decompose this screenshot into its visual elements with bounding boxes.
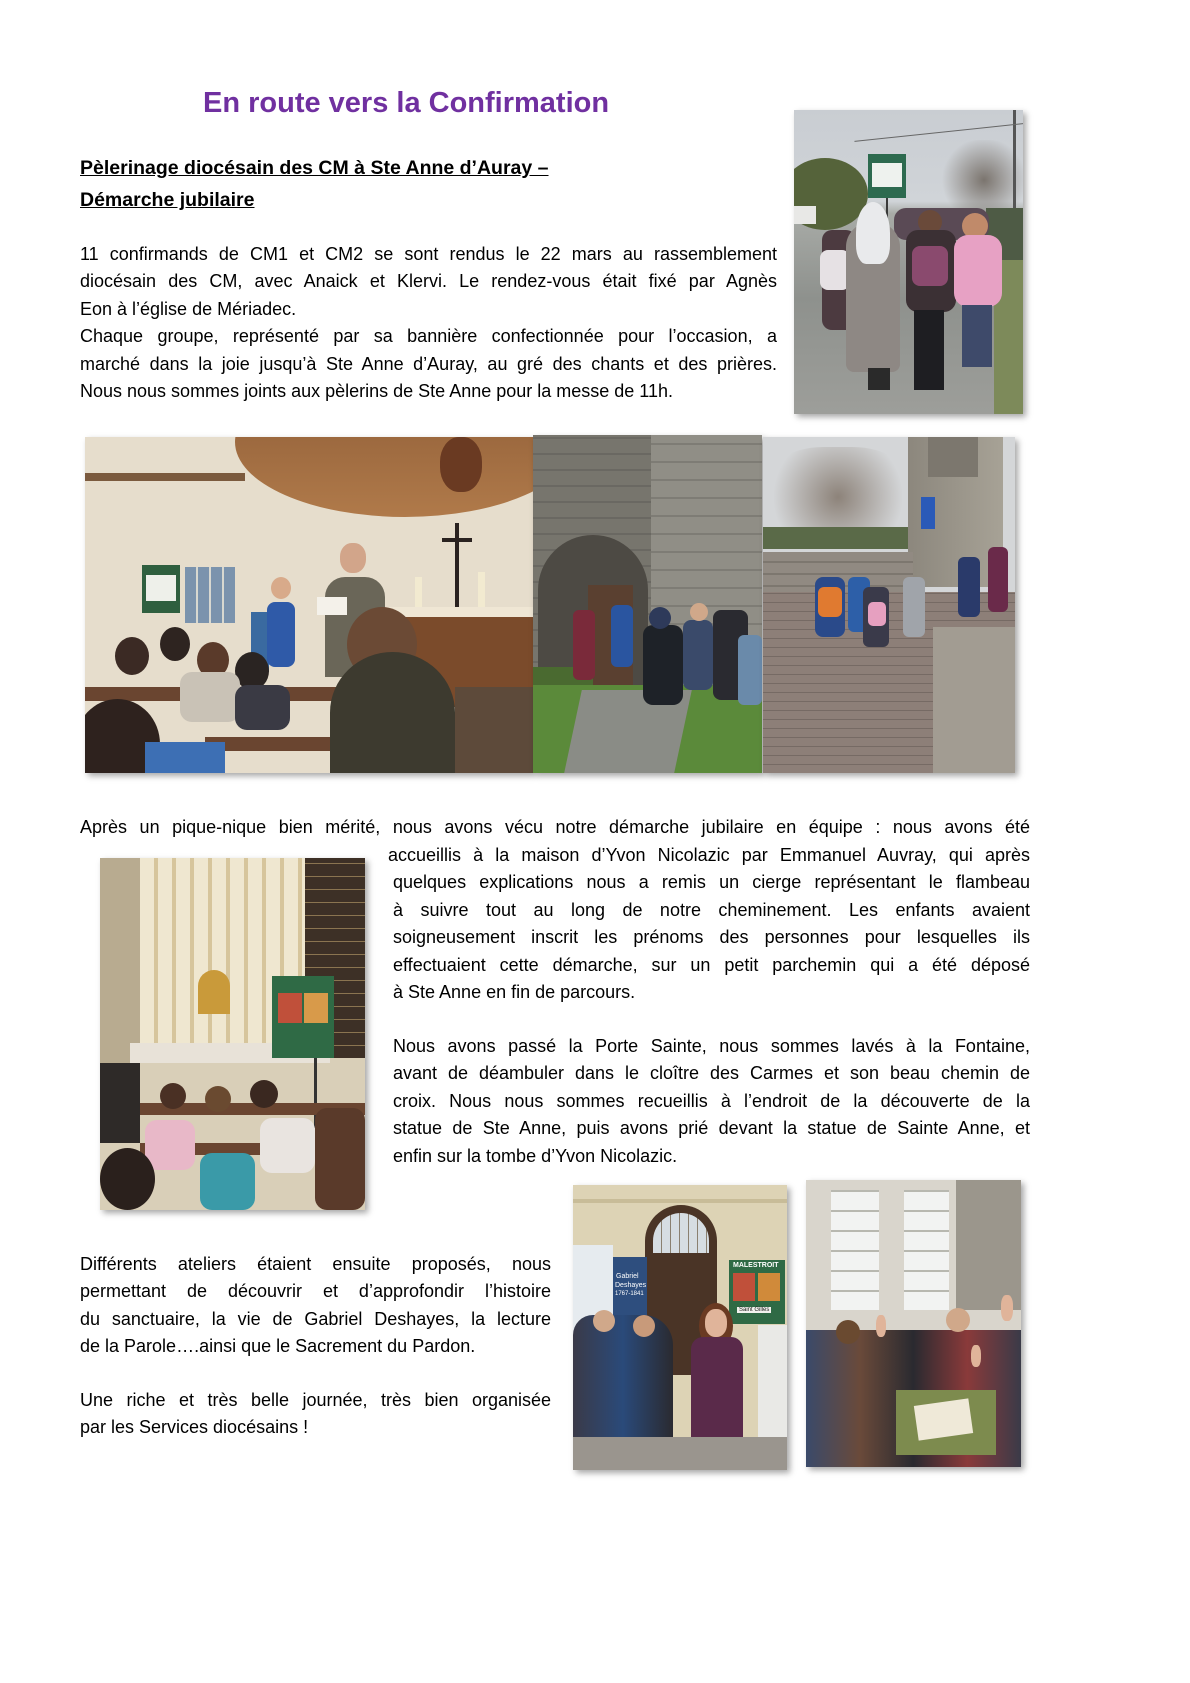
section-heading <box>80 152 549 216</box>
person-head <box>100 1148 155 1210</box>
text-line: enfin sur la tombe d’Yvon Nicolazic. <box>393 1145 678 1166</box>
photo-gabriel-deshayes-exhibit <box>573 1185 787 1470</box>
text-line: à suivre tout au long de notre cheminement. Les enfants avaient <box>393 899 1030 920</box>
book <box>317 597 347 615</box>
person-legs <box>868 368 890 390</box>
house <box>794 206 816 224</box>
poster-text: Deshayes <box>615 1282 647 1289</box>
person-body <box>573 610 595 680</box>
backpack <box>868 602 886 626</box>
person-body <box>455 687 533 773</box>
backpack <box>912 246 948 286</box>
person-head <box>946 1308 970 1332</box>
poster-text: Gabriel <box>616 1273 639 1280</box>
person-head <box>205 1086 231 1112</box>
text-line: Après un pique-nique bien mérité, nous avons vécu notre démarche jubilaire en équipe : nous avons été <box>80 817 1030 837</box>
person-head <box>160 1083 186 1109</box>
banner-panel <box>146 575 176 601</box>
text-line: Une riche et très belle journée, très bien organisée <box>80 1390 551 1410</box>
utility-wire <box>854 123 1023 142</box>
banner-label: Saint Gilles <box>739 1307 770 1313</box>
stone-basin <box>933 627 1015 773</box>
person-body <box>315 1108 365 1210</box>
text-line: du sanctuaire, la vie de Gabriel Deshayes, la lecture <box>80 1308 551 1329</box>
nun-veil <box>856 202 890 264</box>
person-head <box>633 1315 655 1337</box>
heading-line-2: Démarche jubilaire <box>80 189 255 211</box>
window <box>185 567 235 623</box>
page-title: En route vers la Confirmation <box>203 87 610 119</box>
text-line: quelques explications nous a remis un cierge représentant le flambeau <box>393 872 1030 893</box>
text-line: par les Services diocésains ! <box>80 1417 309 1438</box>
girl-face <box>705 1309 727 1337</box>
person-body <box>683 620 713 690</box>
banner-image <box>278 993 302 1023</box>
person-body <box>200 1153 255 1210</box>
backpack <box>818 587 842 617</box>
priest-head <box>340 543 366 573</box>
workshops-paragraph <box>80 1251 551 1361</box>
stone-wall <box>956 1180 1021 1310</box>
candle <box>478 572 485 612</box>
text-line: accueillis à la maison d’Yvon Nicolazic par Emmanuel Auvray, qui après <box>388 845 1030 865</box>
intro-paragraph <box>80 241 777 405</box>
text-line: Nous nous sommes joints aux pèlerins de Ste Anne pour la messe de 11h. <box>80 380 674 401</box>
ceiling-line <box>573 1199 787 1203</box>
poster-text: 1767-1841 <box>615 1291 644 1297</box>
person-body <box>235 685 290 730</box>
person-body <box>738 635 762 705</box>
person-head <box>836 1320 860 1344</box>
girl-jacket <box>691 1337 743 1437</box>
floor <box>573 1437 787 1470</box>
pink-jacket <box>954 235 1002 307</box>
window <box>904 1190 949 1310</box>
hedge <box>763 527 923 549</box>
right-wall <box>758 1325 787 1445</box>
photo-workshop-room <box>806 1180 1021 1467</box>
photo-chapel-mass <box>85 437 533 773</box>
raised-hand <box>971 1345 981 1367</box>
photo-pilgrims-road <box>794 110 1023 414</box>
banner-image <box>758 1273 780 1301</box>
raised-hand <box>1001 1295 1013 1321</box>
banner-image <box>733 1273 755 1301</box>
person-body <box>145 742 225 773</box>
wooden-vault <box>235 437 533 517</box>
text-line: croix. Nous nous sommes recueillis à l’endroit de la découverte de la <box>393 1090 1030 1111</box>
crucifix-horizontal <box>442 538 472 542</box>
text-line: marché dans la joie jusqu’à Ste Anne d’Auray, au gré des chants et des prières. <box>80 353 777 374</box>
text-line: diocésain des CM, avec Anaick et Klervi. Le rendez-vous était fixé par Agnès <box>80 271 777 292</box>
text-line: statue de Ste Anne, puis avons prié devant la statue de Sainte Anne, et <box>393 1118 1030 1139</box>
text-line: soigneusement inscrit les prénoms des personnes pour lesquelles ils <box>393 927 1030 948</box>
person-body <box>180 672 240 722</box>
cornice <box>85 473 245 481</box>
blue-door <box>921 497 935 529</box>
banner-panel <box>872 163 902 187</box>
text-line: Nous avons passé la Porte Sainte, nous sommes lavés à la Fontaine, <box>393 1036 1030 1056</box>
banner-image <box>304 993 328 1023</box>
person-head <box>593 1310 615 1332</box>
person-body <box>611 605 633 667</box>
text-line: effectuaient cette démarche, sur un petit parchemin qui a été déposé <box>393 954 1030 975</box>
person-head <box>250 1080 278 1108</box>
person-head <box>690 603 708 621</box>
photo-stone-archway <box>533 435 762 773</box>
person-legs <box>962 305 992 367</box>
person-head <box>649 607 671 629</box>
text-line: Différents ateliers étaient ensuite proposés, nous <box>80 1254 551 1274</box>
raised-hand <box>876 1315 886 1337</box>
person-body <box>260 1118 315 1173</box>
person-body <box>643 625 683 705</box>
person-head <box>160 627 190 661</box>
text-line: Chaque groupe, représenté par sa bannière confectionnée pour l’occasion, a <box>80 326 777 347</box>
woman-back <box>330 652 455 773</box>
photo-basilica-altar <box>100 858 365 1210</box>
person-body <box>958 557 980 617</box>
text-line: permettant de découvrir et d’approfondir l’histoire <box>80 1281 551 1302</box>
person-head <box>115 637 149 675</box>
photo-fountain <box>763 437 1015 773</box>
person-legs <box>914 310 944 390</box>
person-body <box>100 1063 140 1143</box>
passage-paragraph <box>393 1033 1030 1170</box>
monument-top <box>928 437 978 477</box>
medallion <box>440 437 482 492</box>
closing-paragraph <box>80 1387 551 1442</box>
boy-body <box>267 602 295 667</box>
text-line: Eon à l’église de Mériadec. <box>80 298 297 319</box>
person-body <box>145 1120 195 1170</box>
jubilee-paragraph <box>388 842 1030 1006</box>
text-line: 11 confirmands de CM1 et CM2 se sont rendus le 22 mars au rassemblement <box>80 244 777 264</box>
boy-head <box>271 577 291 599</box>
person-body <box>988 547 1008 612</box>
heading-line-1: Pèlerinage diocésain des CM à Ste Anne d’Auray – <box>80 157 549 179</box>
window <box>831 1190 879 1310</box>
banner-text: MALESTROIT <box>733 1262 779 1269</box>
person-body <box>903 577 925 637</box>
text-line: à Ste Anne en fin de parcours. <box>393 981 636 1002</box>
text-line: de la Parole….ainsi que le Sacrement du Pardon. <box>80 1336 476 1357</box>
statue-niche <box>198 970 230 1014</box>
jubilee-paragraph-first-line <box>80 814 1030 841</box>
text-line: avant de déambuler dans le cloître des Carmes et son beau chemin de <box>393 1063 1030 1084</box>
